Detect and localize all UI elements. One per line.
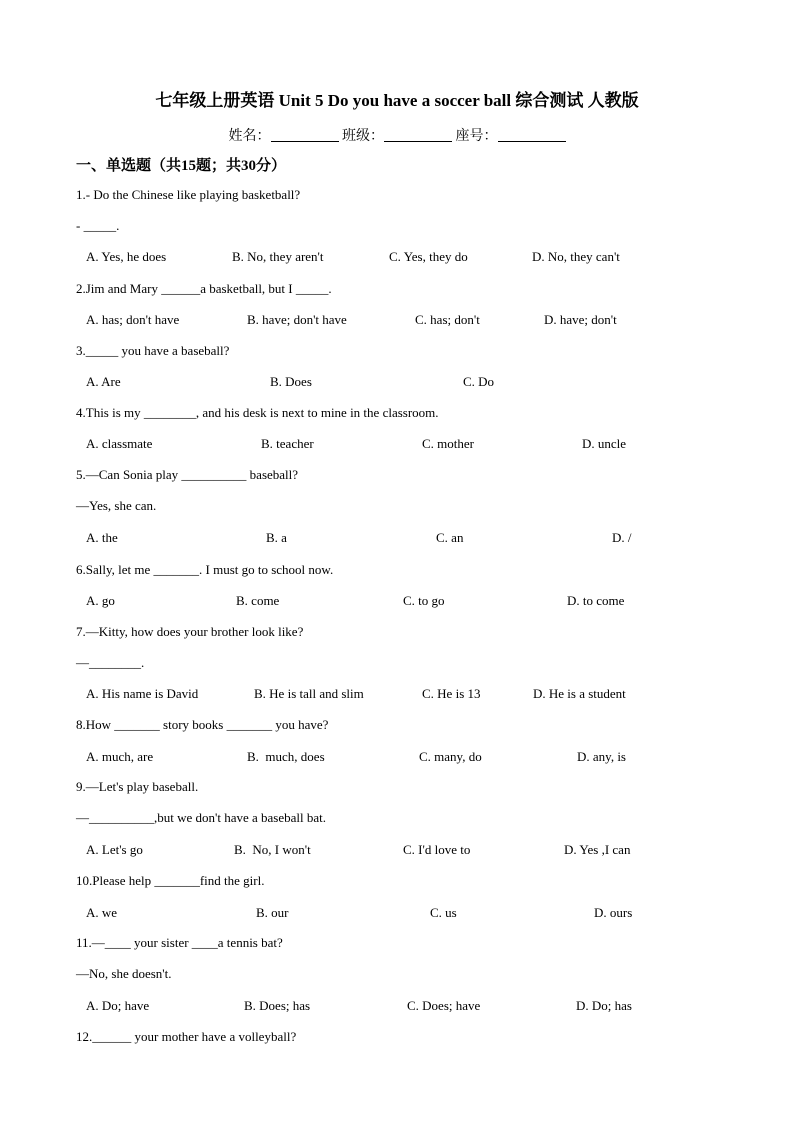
question-11-reply: —No, she doesn't. xyxy=(76,966,172,981)
q5-option-d[interactable]: D. / xyxy=(612,530,632,545)
q6-option-b[interactable]: B. come xyxy=(236,593,280,608)
student-info-line xyxy=(0,125,794,145)
question-7-reply: —________. xyxy=(76,655,145,670)
q4-option-a[interactable]: A. classmate xyxy=(86,436,153,451)
question-1: 1.- Do the Chinese like playing basketball? xyxy=(76,187,301,202)
q9-option-c[interactable]: C. I'd love to xyxy=(403,842,471,857)
q11-option-a[interactable]: A. Do; have xyxy=(86,998,150,1013)
q2-option-b[interactable]: B. have; don't have xyxy=(247,312,347,327)
q10-option-d[interactable]: D. ours xyxy=(594,905,633,920)
q2-option-a[interactable]: A. has; don't have xyxy=(86,312,180,327)
q6-option-c[interactable]: C. to go xyxy=(403,593,445,608)
q4-option-d[interactable]: D. uncle xyxy=(582,436,627,451)
question-4: 4.This is my ________, and his desk is next to mine in the classroom. xyxy=(76,405,439,420)
q4-option-c[interactable]: C. mother xyxy=(422,436,474,451)
q7-option-a[interactable]: A. His name is David xyxy=(86,686,199,701)
q10-option-a[interactable]: A. we xyxy=(86,905,118,920)
q5-option-b[interactable]: B. a xyxy=(266,530,287,545)
q3-option-c[interactable]: C. Do xyxy=(463,374,495,389)
q8-option-d[interactable]: D. any, is xyxy=(577,749,626,764)
question-5-reply: —Yes, she can. xyxy=(76,498,157,513)
q7-option-c[interactable]: C. He is 13 xyxy=(422,686,481,701)
class-blank[interactable] xyxy=(384,128,452,142)
q7-option-d[interactable]: D. He is a student xyxy=(533,686,626,701)
question-1-reply: - _____. xyxy=(76,218,120,233)
question-8: 8.How _______ story books _______ you have? xyxy=(76,717,329,732)
question-6: 6.Sally, let me _______. I must go to school now. xyxy=(76,562,334,577)
class-label: 班级： xyxy=(342,129,384,144)
q10-option-b[interactable]: B. our xyxy=(256,905,289,920)
q11-option-c[interactable]: C. Does; have xyxy=(407,998,481,1013)
seat-label: 座号： xyxy=(455,129,498,144)
q3-option-a[interactable]: A. Are xyxy=(86,374,121,389)
name-blank[interactable] xyxy=(271,128,339,142)
question-9-reply: —__________,but we don't have a baseball bat. xyxy=(76,810,327,825)
q1-option-a[interactable]: A. Yes, he does xyxy=(86,249,167,264)
question-3: 3._____ you have a baseball? xyxy=(76,343,230,358)
q7-option-b[interactable]: B. He is tall and slim xyxy=(254,686,364,701)
q2-option-d[interactable]: D. have; don't xyxy=(544,312,617,327)
q8-option-a[interactable]: A. much, are xyxy=(86,749,154,764)
q6-option-a[interactable]: A. go xyxy=(86,593,115,608)
q5-option-a[interactable]: A. the xyxy=(86,530,118,545)
question-11: 11.—____ your sister ____a tennis bat? xyxy=(76,935,283,950)
q9-option-b[interactable]: B. No, I won't xyxy=(234,842,311,857)
seat-blank[interactable] xyxy=(498,128,566,142)
q6-option-d[interactable]: D. to come xyxy=(567,593,625,608)
q1-option-b[interactable]: B. No, they aren't xyxy=(232,249,324,264)
q1-option-d[interactable]: D. No, they can't xyxy=(532,249,620,264)
q3-option-b[interactable]: B. Does xyxy=(270,374,312,389)
q5-option-c[interactable]: C. an xyxy=(436,530,464,545)
question-9: 9.—Let's play baseball. xyxy=(76,779,199,794)
question-12: 12.______ your mother have a volleyball? xyxy=(76,1029,297,1044)
name-label: 姓名： xyxy=(228,129,271,144)
question-2: 2.Jim and Mary ______a basketball, but I _____. xyxy=(76,281,332,296)
section-title: 一、单选题（共15题；共30分） xyxy=(76,158,287,174)
q10-option-c[interactable]: C. us xyxy=(430,905,457,920)
question-5: 5.—Can Sonia play __________ baseball? xyxy=(76,467,299,482)
question-10: 10.Please help _______find the girl. xyxy=(76,873,265,888)
q11-option-d[interactable]: D. Do; has xyxy=(576,998,632,1013)
q11-option-b[interactable]: B. Does; has xyxy=(244,998,311,1013)
q8-option-c[interactable]: C. many, do xyxy=(419,749,482,764)
q4-option-b[interactable]: B. teacher xyxy=(261,436,314,451)
question-7: 7.—Kitty, how does your brother look like? xyxy=(76,624,304,639)
q9-option-a[interactable]: A. Let's go xyxy=(86,842,143,857)
q9-option-d[interactable]: D. Yes ,I can xyxy=(564,842,631,857)
q8-option-b[interactable]: B. much, does xyxy=(247,749,325,764)
q2-option-c[interactable]: C. has; don't xyxy=(415,312,480,327)
q1-option-c[interactable]: C. Yes, they do xyxy=(389,249,468,264)
document-title: 七年级上册英语 Unit 5 Do you have a soccer ball 综合测试 人教版 xyxy=(155,91,639,110)
